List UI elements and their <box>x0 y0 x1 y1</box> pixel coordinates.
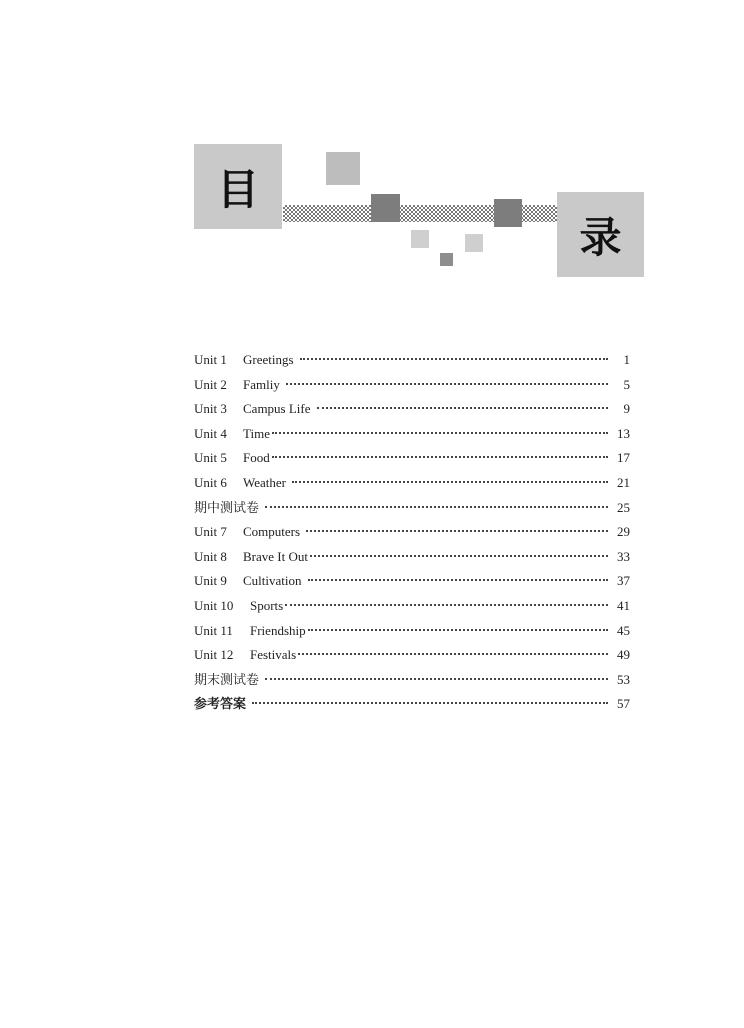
dot-leader <box>308 629 608 631</box>
dot-leader <box>308 579 609 581</box>
toc-page-number: 9 <box>623 401 630 417</box>
dot-leader <box>285 604 608 606</box>
toc-unit-label: Unit 8 <box>194 548 227 564</box>
deco-square <box>494 199 522 227</box>
toc-unit-label: Unit 2 <box>194 376 227 392</box>
toc-entry-title: Sports <box>250 597 284 613</box>
toc-unit-label: Unit 1 <box>194 352 227 367</box>
dot-leader <box>265 506 608 508</box>
dot-leader <box>317 407 608 409</box>
deco-square <box>440 253 453 266</box>
toc-page-number: 17 <box>617 450 630 466</box>
toc-unit-label: Unit 9 <box>194 573 227 589</box>
dot-leader <box>252 702 608 704</box>
toc-page-number: 13 <box>617 425 630 441</box>
dot-leader <box>272 456 608 458</box>
toc-unit-label: Unit 7 <box>194 524 227 540</box>
toc-page-number: 45 <box>617 622 630 638</box>
toc-entry-title: Famliy <box>243 376 280 392</box>
toc-entry[interactable] <box>194 692 630 717</box>
toc-entry-title: Weather <box>243 474 286 490</box>
toc-entry-title: Time <box>243 425 270 441</box>
toc-entry[interactable] <box>194 471 630 496</box>
table-of-contents <box>194 348 630 717</box>
toc-entry-title: 参考答案 <box>194 697 247 713</box>
toc-header-decoration <box>0 0 744 300</box>
dot-leader <box>298 653 608 655</box>
toc-entry[interactable] <box>194 397 630 422</box>
toc-page-number: 29 <box>617 524 630 540</box>
toc-entry[interactable] <box>194 348 630 373</box>
dot-leader <box>300 358 608 360</box>
toc-entry[interactable] <box>194 619 630 644</box>
dot-leader <box>292 481 608 483</box>
dot-leader <box>272 432 608 434</box>
toc-entry-title: Friendship <box>250 622 306 638</box>
toc-page-number: 33 <box>617 548 630 564</box>
toc-title-right: 录 <box>557 192 644 277</box>
toc-unit-label: Unit 12 <box>194 647 234 663</box>
toc-page-number: 5 <box>623 376 630 392</box>
toc-page-number: 57 <box>617 696 630 712</box>
toc-entry[interactable] <box>194 668 630 693</box>
toc-entry[interactable] <box>194 422 630 447</box>
toc-entry[interactable] <box>194 520 630 545</box>
toc-entry-title: Festivals <box>250 647 297 663</box>
deco-square <box>326 152 360 185</box>
dot-leader <box>310 555 608 557</box>
deco-square <box>411 230 429 248</box>
toc-page-number: 41 <box>617 597 630 613</box>
toc-unit-label: Unit 5 <box>194 450 227 466</box>
toc-entry[interactable] <box>194 373 630 398</box>
toc-entry[interactable] <box>194 594 630 619</box>
toc-entry[interactable] <box>194 446 630 471</box>
deco-square <box>371 194 400 222</box>
toc-entry[interactable] <box>194 496 630 521</box>
toc-unit-label: Unit 6 <box>194 474 227 490</box>
toc-entry-title: Campus Life <box>243 401 311 417</box>
toc-entry-title: Food <box>243 450 270 466</box>
toc-entry[interactable] <box>194 569 630 594</box>
toc-page-number: 21 <box>617 474 630 490</box>
dot-leader <box>306 530 608 532</box>
toc-page-number: 25 <box>617 499 630 515</box>
toc-entry-title: 期中测试卷 <box>194 500 260 516</box>
toc-entry[interactable] <box>194 643 630 668</box>
dot-leader <box>286 383 608 385</box>
toc-page-number: 1 <box>623 352 630 367</box>
deco-square <box>465 234 483 252</box>
toc-page-number: 53 <box>617 671 630 687</box>
toc-entry[interactable] <box>194 545 630 570</box>
toc-unit-label: Unit 3 <box>194 401 227 417</box>
toc-unit-label: Unit 10 <box>194 597 234 613</box>
toc-page-number: 49 <box>617 647 630 663</box>
toc-entry-title: 期末测试卷 <box>194 672 260 688</box>
dot-leader <box>265 678 608 680</box>
toc-unit-label: Unit 11 <box>194 622 233 638</box>
toc-page-number: 37 <box>617 573 630 589</box>
toc-entry-title: Computers <box>243 524 301 540</box>
toc-title-left: 目 <box>194 144 282 229</box>
toc-entry-title: Brave It Out <box>243 548 308 564</box>
toc-entry-title: Cultivation <box>243 573 302 589</box>
toc-entry-title: Greetings <box>243 352 294 367</box>
toc-unit-label: Unit 4 <box>194 425 227 441</box>
